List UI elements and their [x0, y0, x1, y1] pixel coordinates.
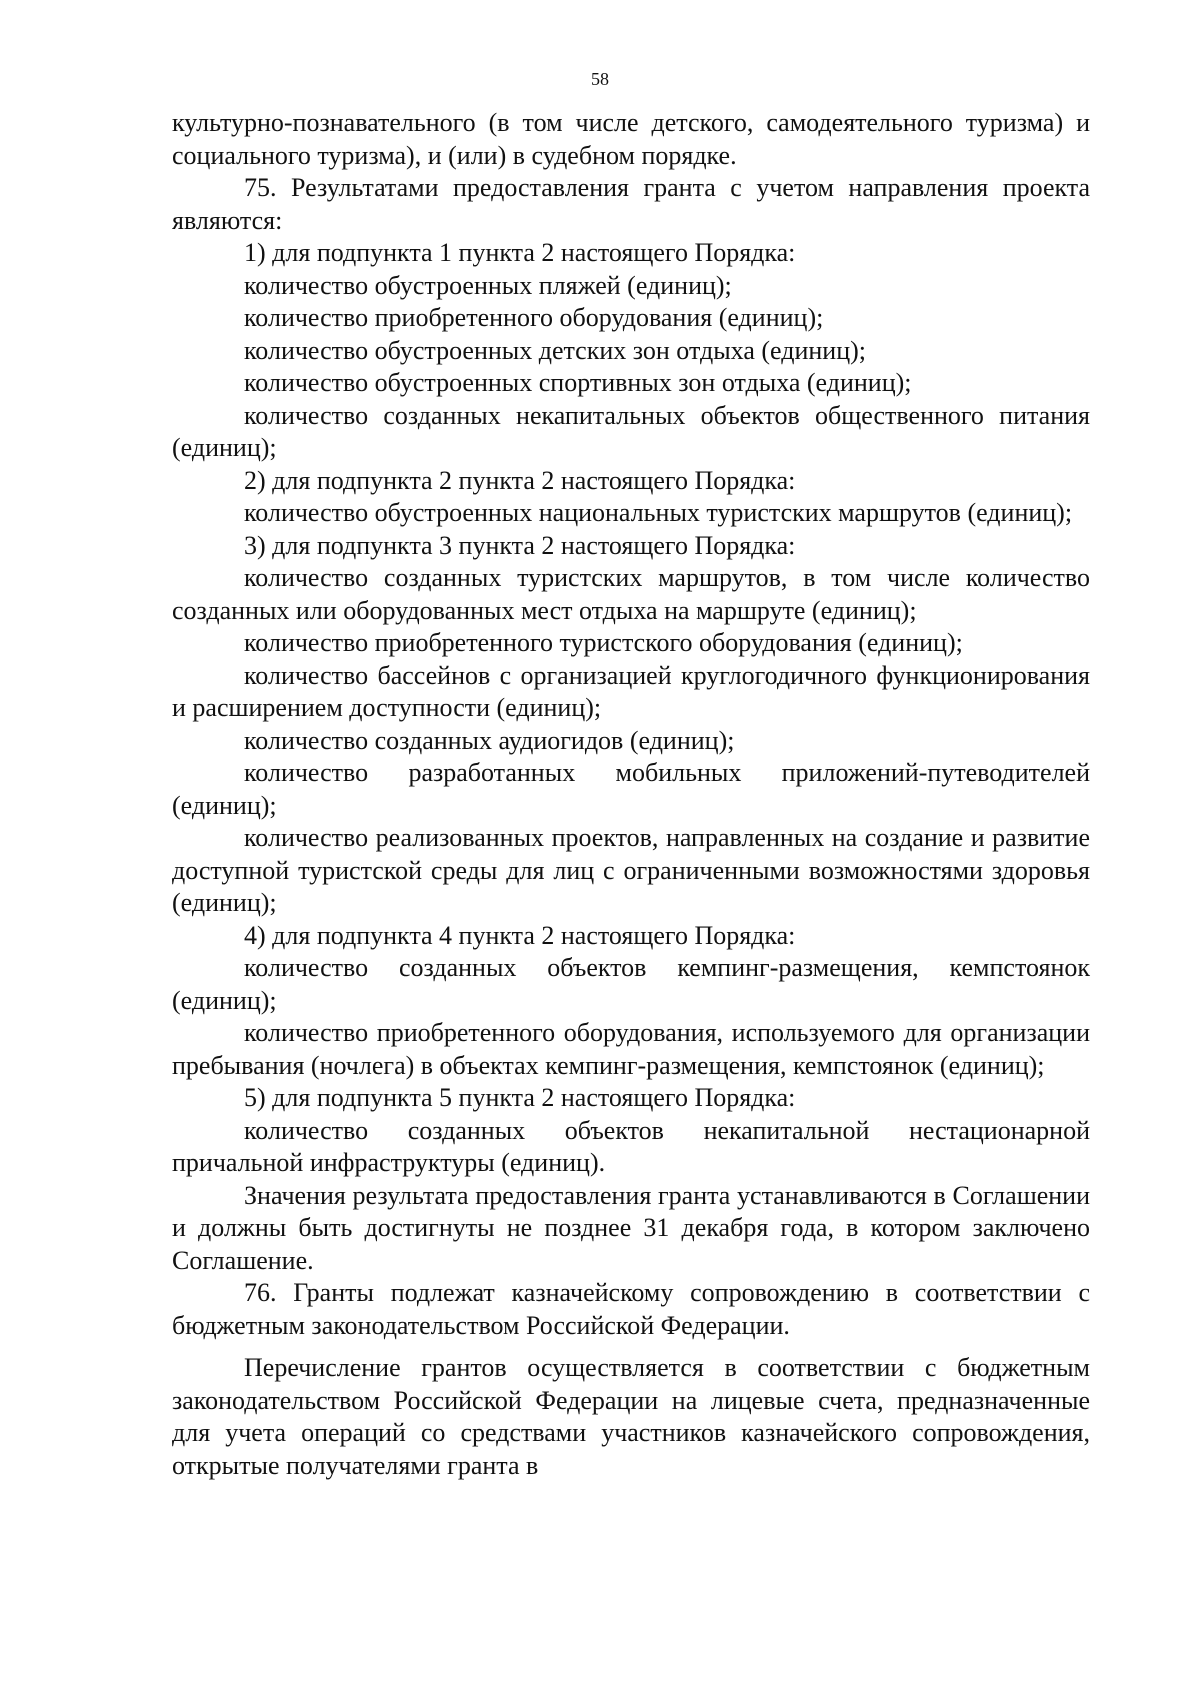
subitem-heading-3: 3) для подпункта 3 пункта 2 настоящего Порядка:: [244, 530, 796, 560]
paragraph-item-75: 75. Результатами предоставления гранта с учетом направления проекта являются:: [172, 173, 1090, 235]
paragraph-result-values: Значения результата предоставления гранта устанавливаются в Соглашении и должны быть достигнуты не позднее 31 декабря года, в котором заключено Соглашение.: [172, 1180, 1090, 1275]
list-item: количество созданных некапитальных объектов общественного питания (единиц);: [172, 400, 1090, 462]
list-item: количество приобретенного оборудования, используемого для организации пребывания (ночлега) в объектах кемпинг-размещения, кемпстоянок (единиц);: [172, 1018, 1090, 1080]
list-item: количество реализованных проектов, направленных на создание и развитие доступной туристской среды для лиц с ограниченными возможностями здоровья (единиц);: [172, 823, 1090, 917]
paragraph-item-76: 76. Гранты подлежат казначейскому сопровождению в соответствии с бюджетным законодательством Российской Федерации.: [172, 1278, 1090, 1340]
document-body: [172, 107, 1090, 1482]
list-item: количество созданных аудиогидов (единиц);: [244, 725, 735, 755]
list-item: количество созданных туристских маршрутов, в том числе количество созданных или оборудованных мест отдыха на маршруте (единиц);: [172, 563, 1090, 625]
subitem-heading-4: 4) для подпункта 4 пункта 2 настоящего Порядка:: [244, 920, 796, 950]
list-item: количество приобретенного туристского оборудования (единиц);: [244, 628, 963, 657]
list-item: количество созданных объектов кемпинг-размещения, кемпстоянок (единиц);: [172, 953, 1090, 1015]
list-item: количество созданных объектов некапитальной нестационарной причальной инфраструктуры (единиц).: [172, 1115, 1090, 1177]
list-item: количество обустроенных национальных туристских маршрутов (единиц);: [244, 498, 1073, 527]
paragraph-grant-transfer: Перечисление грантов осуществляется в соответствии с бюджетным законодательством Российской Федерации на лицевые счета, предназначенные для учета операций со средствами участников казначейского сопровождения, открытые получателями гранта в: [172, 1353, 1090, 1480]
list-item: количество обустроенных пляжей (единиц);: [244, 270, 732, 300]
subitem-heading-2: 2) для подпункта 2 пункта 2 настоящего Порядка:: [244, 465, 796, 495]
page-number: 58: [591, 69, 609, 89]
list-item: количество обустроенных детских зон отдыха (единиц);: [244, 335, 866, 365]
subitem-heading-5: 5) для подпункта 5 пункта 2 настоящего Порядка:: [244, 1083, 796, 1112]
paragraph-continuation: культурно-познавательного (в том числе детского, самодеятельного туризма) и социального туризма), и (или) в судебном порядке.: [172, 108, 1090, 170]
list-item: количество разработанных мобильных приложений-путеводителей (единиц);: [172, 758, 1090, 820]
list-item: количество бассейнов с организацией круглогодичного функционирования и расширением доступности (единиц);: [172, 660, 1090, 722]
subitem-heading-1: 1) для подпункта 1 пункта 2 настоящего Порядка:: [244, 238, 796, 267]
list-item: количество приобретенного оборудования (единиц);: [244, 303, 824, 332]
list-item: количество обустроенных спортивных зон отдыха (единиц);: [244, 368, 912, 397]
